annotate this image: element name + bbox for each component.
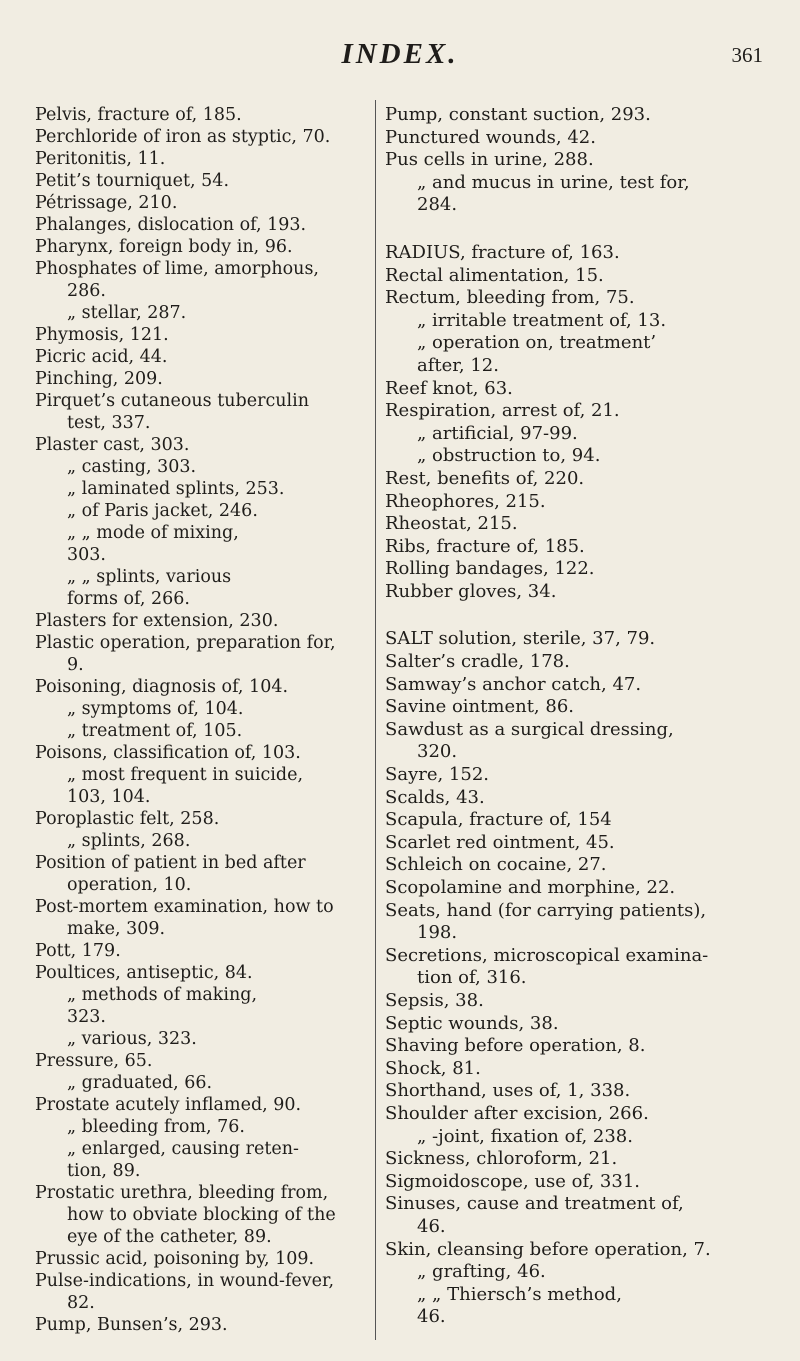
index-entry: Sigmoidoscope, use of, 331. (385, 1170, 640, 1192)
right-index-column (385, 104, 785, 1329)
index-entry: 286. (67, 281, 106, 301)
index-entry: Phosphates of lime, amorphous, (35, 259, 319, 279)
index-entry: make, 309. (67, 919, 166, 939)
index-entry: „ „ splints, various (67, 567, 232, 587)
index-entry: Shock, 81. (385, 1057, 481, 1079)
index-entry: Shoulder after excision, 266. (385, 1102, 649, 1124)
index-entry: Ribs, fracture of, 185. (385, 535, 585, 557)
index-entry (385, 217, 785, 242)
index-entry: „ treatment of, 105. (67, 721, 243, 741)
index-entry: „ most frequent in suicide, (67, 765, 304, 785)
index-entry: Phymosis, 121. (35, 325, 169, 345)
index-entry: Pelvis, fracture of, 185. (35, 105, 242, 125)
index-entry: Shorthand, uses of, 1, 338. (385, 1080, 631, 1102)
running-title: INDEX. (341, 38, 459, 70)
index-entry: Pressure, 65. (35, 1051, 153, 1071)
index-entry: Poultices, antiseptic, 84. (35, 963, 253, 983)
index-entry: Septic wounds, 38. (385, 1012, 559, 1034)
index-entry: Prostate acutely inflamed, 90. (35, 1095, 302, 1115)
index-entry: Poisoning, diagnosis of, 104. (35, 677, 289, 697)
index-entry: Rest, benefits of, 220. (385, 467, 585, 489)
index-entry: Seats, hand (for carrying patients), (385, 899, 707, 921)
index-entry: Reef knot, 63. (385, 377, 513, 399)
index-entry: „ various, 323. (67, 1029, 197, 1049)
index-entry: „ irritable treatment of, 13. (417, 309, 667, 331)
index-entry: Pirquet’s cutaneous tuberculin (35, 391, 309, 411)
index-entry: 46. (417, 1306, 446, 1328)
index-entry: Savine ointment, 86. (385, 696, 574, 718)
index-entry: Schleich on cocaine, 27. (385, 854, 607, 876)
index-entry: „ artificial, 97-99. (417, 422, 578, 444)
index-entry: Poroplastic felt, 258. (35, 809, 220, 829)
index-entry: Pump, constant suction, 293. (385, 104, 651, 125)
index-entry: „ operation on, treatment’ (417, 332, 657, 354)
index-entry: „ stellar, 287. (67, 303, 187, 323)
index-entry: 103, 104. (67, 787, 151, 807)
index-entry: „ graduated, 66. (67, 1073, 213, 1093)
index-entry: Sayre, 152. (385, 764, 490, 786)
index-entry: 46. (417, 1215, 446, 1237)
index-entry: Scopolamine and morphine, 22. (385, 877, 676, 898)
index-entry: „ „ Thiersch’s method, (417, 1283, 622, 1305)
page-number: 361 (731, 43, 763, 67)
index-entry: Skin, cleansing before operation, 7. (385, 1238, 711, 1260)
index-entry: Scapula, fracture of, 154 (385, 809, 612, 831)
index-entry: Rubber gloves, 34. (385, 580, 557, 602)
index-entry: „ methods of making, (67, 985, 258, 1005)
index-entry: Rheostat, 215. (385, 513, 518, 535)
index-entry: Plastic operation, preparation for, (35, 633, 336, 653)
index-entry: Scalds, 43. (385, 786, 485, 808)
index-entry: 9. (67, 655, 84, 675)
index-entry: Secretions, microscopical examina- (385, 944, 709, 966)
index-entry: Position of patient in bed after (35, 853, 306, 873)
index-entry: Pulse-indications, in wound-fever, (35, 1271, 335, 1291)
index-entry: Rheophores, 215. (385, 490, 546, 512)
index-entry: 320. (417, 741, 458, 763)
index-entry: Punctured wounds, 42. (385, 126, 596, 148)
index-entry: Poisons, classification of, 103. (35, 743, 301, 763)
index-entry: 323. (67, 1007, 106, 1027)
index-entry: Perchloride of iron as styptic, 70. (35, 127, 331, 147)
index-entry: RADIUS, fracture of, 163. (385, 241, 620, 263)
index-entry: tion of, 316. (417, 967, 527, 989)
index-entry: 303. (67, 545, 106, 565)
index-entry: Sickness, chloroform, 21. (385, 1148, 618, 1170)
index-entry: „ obstruction to, 94. (417, 445, 601, 467)
index-entry: Sawdust as a surgical dressing, (385, 718, 674, 740)
index-entry: Shaving before operation, 8. (385, 1035, 646, 1057)
column-divider (375, 100, 376, 1340)
index-entry: Pétrissage, 210. (35, 193, 178, 213)
page-header (0, 0, 800, 95)
index-entry: Samway’s anchor catch, 47. (385, 673, 642, 695)
index-entry: Rectal alimentation, 15. (385, 264, 604, 286)
index-entry: Pump, Bunsen’s, 293. (35, 1315, 228, 1335)
index-entry: Plaster cast, 303. (35, 435, 190, 455)
index-entry: Scarlet red ointment, 45. (385, 831, 615, 853)
index-entry: Pinching, 209. (35, 369, 163, 389)
index-entry: „ -joint, fixation of, 238. (417, 1125, 633, 1147)
index-entry: tion, 89. (67, 1161, 141, 1181)
index-entry: operation, 10. (67, 875, 192, 895)
index-entry: forms of, 266. (67, 589, 190, 609)
index-entry: Sepsis, 38. (385, 989, 484, 1011)
index-entry: test, 337. (67, 413, 151, 433)
index-entry: Rolling bandages, 122. (385, 558, 595, 580)
index-entry: after, 12. (417, 354, 499, 376)
index-entry: Respiration, arrest of, 21. (385, 400, 620, 422)
index-entry: Prostatic urethra, bleeding from, (35, 1183, 329, 1203)
index-entry: 198. (417, 922, 458, 944)
index-entry: „ laminated splints, 253. (67, 479, 285, 499)
index-entry: „ splints, 268. (67, 831, 191, 851)
index-entry: Rectum, bleeding from, 75. (385, 287, 635, 309)
index-entry: Petit’s tourniquet, 54. (35, 171, 230, 191)
index-entry: „ of Paris jacket, 246. (67, 501, 258, 521)
left-index-column (35, 104, 373, 1336)
index-entry: „ symptoms of, 104. (67, 699, 244, 719)
index-entry: „ and mucus in urine, test for, (417, 171, 690, 193)
index-entry: Prussic acid, poisoning by, 109. (35, 1249, 315, 1269)
index-entry: „ enlarged, causing reten- (67, 1139, 299, 1159)
index-entry: Post-mortem examination, how to (35, 897, 334, 917)
index-entry: Sinuses, cause and treatment of, (385, 1193, 684, 1215)
index-entry: Phalanges, dislocation of, 193. (35, 215, 307, 235)
index-entry: 284. (417, 194, 458, 216)
index-entry: „ grafting, 46. (417, 1261, 546, 1283)
index-entry: „ bleeding from, 76. (67, 1117, 245, 1137)
index-entry: how to obviate blocking of the (67, 1205, 336, 1225)
index-entry: „ „ mode of mixing, (67, 523, 239, 543)
index-entry: SALT solution, sterile, 37, 79. (385, 628, 656, 650)
index-entry: Plasters for extension, 230. (35, 611, 279, 631)
index-entry: Pott, 179. (35, 941, 121, 961)
index-entry: Pus cells in urine, 288. (385, 149, 594, 171)
index-entry: Peritonitis, 11. (35, 149, 166, 169)
index-entry: Pharynx, foreign body in, 96. (35, 237, 293, 257)
index-entry: eye of the catheter, 89. (67, 1227, 272, 1247)
index-entry: „ casting, 303. (67, 457, 197, 477)
index-entry (385, 603, 785, 628)
index-entry: 82. (67, 1293, 95, 1313)
index-entry: Salter’s cradle, 178. (385, 651, 570, 673)
index-entry: Picric acid, 44. (35, 347, 168, 367)
